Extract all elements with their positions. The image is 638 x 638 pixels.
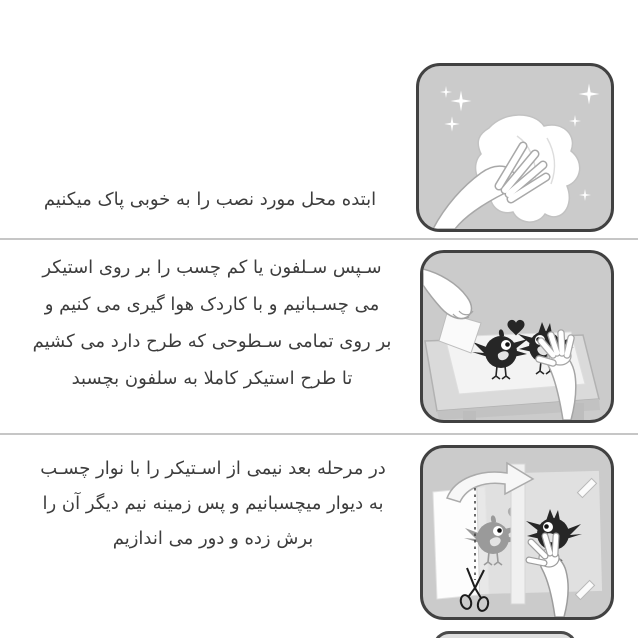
divider xyxy=(0,238,638,240)
holding-hand-icon xyxy=(423,269,473,319)
hand-wiping-surface-icon xyxy=(419,66,611,229)
caption-line: بر روی تمامی سـطوحی که طرح دارد می کشیم xyxy=(32,331,392,352)
step-2-caption xyxy=(12,249,412,397)
caption-line: ابتده محل مورد نصب را به خوبی پاک میکنیم xyxy=(43,189,377,210)
caption-line: در مرحله بعد نیمی از اسـتیکر را با نوار چسـب xyxy=(40,458,386,479)
caption-line: برش زده و دور می اندازیم xyxy=(112,528,314,549)
applying-transfer-film-icon xyxy=(423,253,611,420)
caption-line: به دیوار میچسبانیم و پس زمینه نیم دیگر آن را xyxy=(42,493,384,514)
caption-line: می چسـبانیم و با کاردک هوا گیری می کنیم و xyxy=(44,294,380,315)
caption-line: تا طرح استیکر کاملا به سلفون بچسبد xyxy=(71,368,353,389)
divider xyxy=(0,433,638,435)
step-1-caption xyxy=(14,183,406,217)
step-3-caption xyxy=(12,451,414,556)
step-2-illustration-panel xyxy=(420,250,614,423)
step-3-illustration-panel xyxy=(420,445,614,620)
step-4-illustration-panel-partial xyxy=(433,631,577,638)
cutting-backing-icon xyxy=(423,448,611,617)
heart-icon xyxy=(507,320,524,336)
caption-line: سـپس سـلفون یا کم چسب را بر روی استیکر xyxy=(42,257,382,278)
step-1-illustration-panel xyxy=(416,63,614,232)
